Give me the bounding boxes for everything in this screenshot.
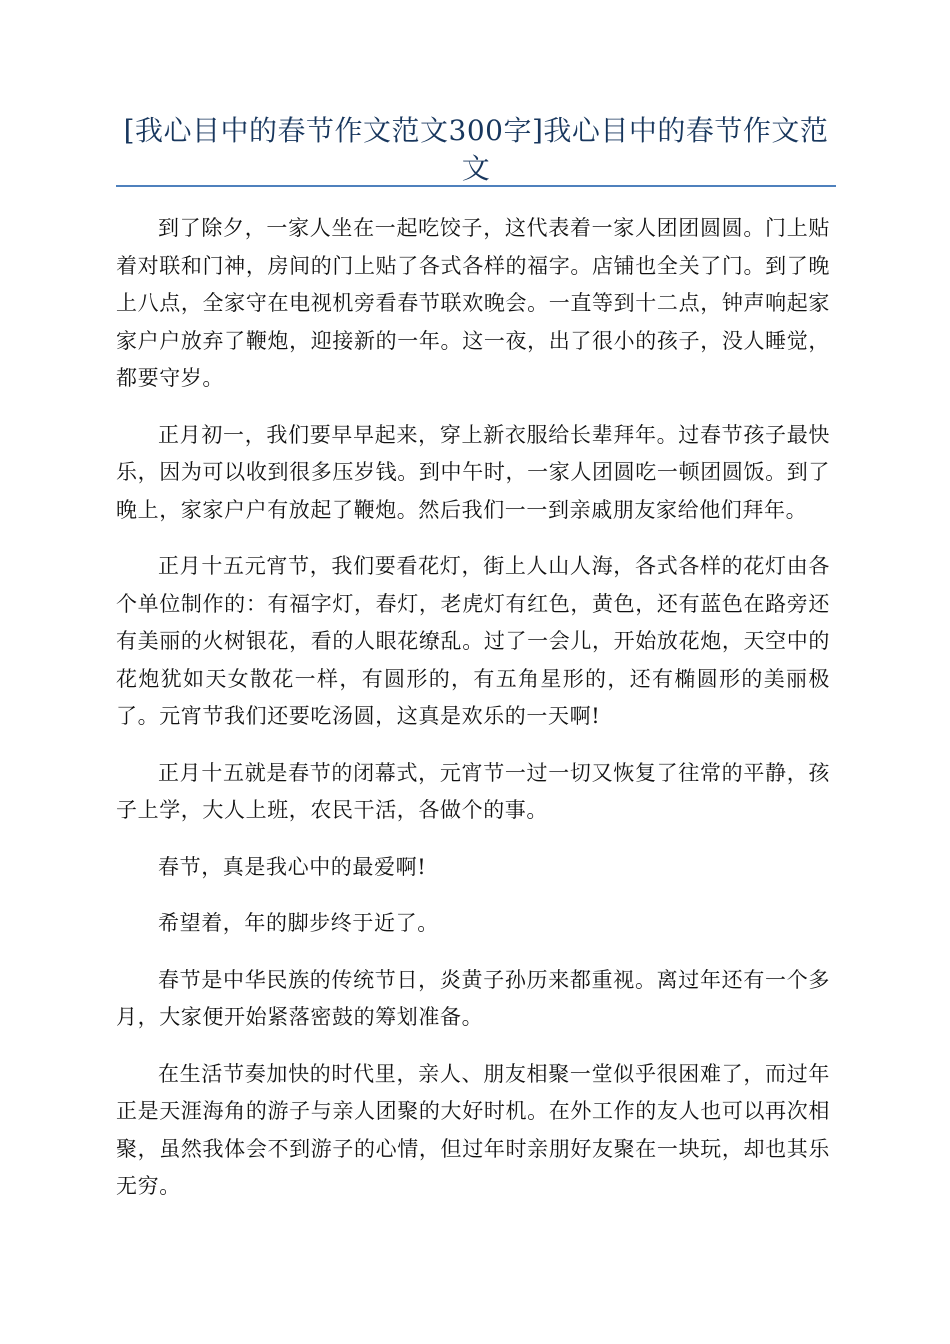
paragraph-1: 到了除夕，一家人坐在一起吃饺子，这代表着一家人团团圆圆。门上贴着对联和门神，房间的门上贴了各式各样的福字。店铺也全关了门。到了晚上八点，全家守在电视机旁看春节联欢晚会。一直等到十二点，钟声响起家家户户放弃了鞭炮，迎接新的一年。这一夜，出了很小的孩子，没人睡觉，都要守岁。 xyxy=(116,216,830,390)
title-block xyxy=(116,112,836,188)
title-underline xyxy=(116,185,836,187)
paragraph-5: 春节，真是我心中的最爱啊! xyxy=(158,854,427,879)
paragraph-4: 正月十五就是春节的闭幕式，元宵节一过一切又恢复了往常的平静，孩子上学，大人上班，农民干活，各做个的事。 xyxy=(116,760,830,822)
paragraph-8: 在生活节奏加快的时代里，亲人、朋友相聚一堂似乎很困难了，而过年正是天涯海角的游子与亲人团聚的大好时机。在外工作的友人也可以再次相聚，虽然我体会不到游子的心情，但过年时亲朋好友聚在一块玩，却也其乐无穷。 xyxy=(116,1061,830,1198)
document-title: [我心目中的春节作文范文300字]我心目中的春节作文范文 xyxy=(123,114,829,185)
paragraph-6: 希望着，年的脚步终于近了。 xyxy=(158,911,439,935)
paragraph-7: 春节是中华民族的传统节日，炎黄子孙历来都重视。离过年还有一个多月，大家便开始紧落密鼓的筹划准备。 xyxy=(116,967,830,1029)
document-body xyxy=(116,210,830,1225)
paragraph-3: 正月十五元宵节，我们要看花灯，街上人山人海，各式各样的花灯由各个单位制作的：有福字灯，春灯，老虎灯有红色，黄色，还有蓝色在路旁还有美丽的火树银花，看的人眼花缭乱。过了一会儿，开始放花炮，天空中的花炮犹如天女散花一样，有圆形的，有五角星形的，还有椭圆形的美丽极了。元宵节我们还要吃汤圆，这真是欢乐的一天啊! xyxy=(116,554,830,728)
paragraph-2: 正月初一，我们要早早起来，穿上新衣服给长辈拜年。过春节孩子最快乐，因为可以收到很多压岁钱。到中午时，一家人团圆吃一顿团圆饭。到了晚上，家家户户有放起了鞭炮。然后我们一一到亲戚朋友家给他们拜年。 xyxy=(116,422,830,522)
